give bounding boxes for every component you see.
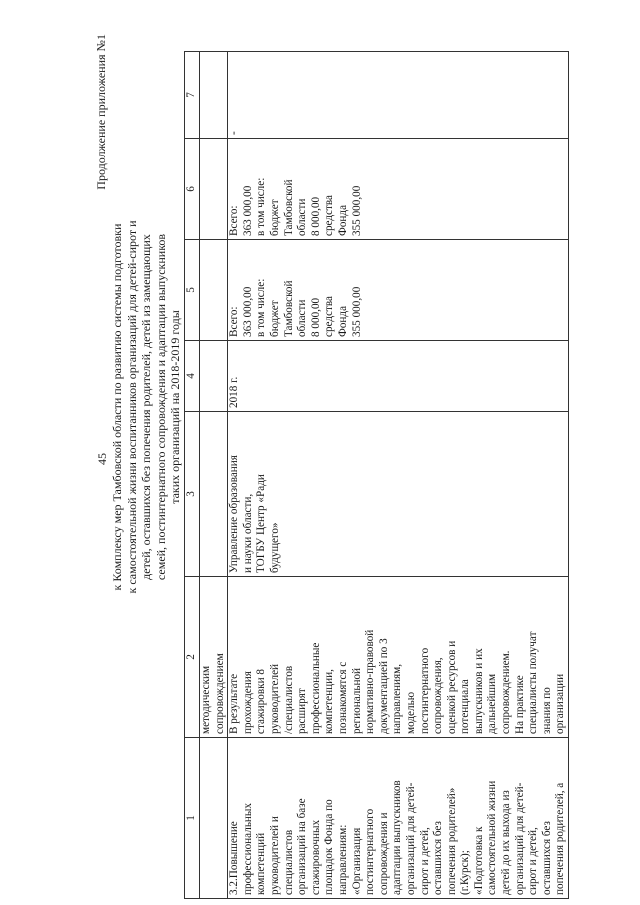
cell-line: На практике	[513, 675, 526, 734]
cell-line: 363 000,00	[241, 185, 254, 236]
cell-line: -	[228, 131, 241, 135]
cell-line: постинтернатного	[364, 808, 377, 895]
cell-line: в том числе:	[255, 177, 268, 236]
cell-line: организаций на базе	[296, 798, 309, 895]
page-number: 45	[95, 453, 109, 465]
cell-line: оставшихся без	[540, 821, 553, 895]
cell-line: моделью	[404, 691, 417, 734]
column-number: 6	[185, 139, 200, 240]
cell-line: Тамбовской	[282, 179, 295, 236]
cell-line: профессиональные	[309, 642, 322, 734]
cell-line: детей до их выхода из	[500, 790, 513, 895]
column-number: 7	[185, 52, 200, 139]
cell-line: оставшихся без	[432, 821, 445, 895]
cell-line: /специалистов	[282, 665, 295, 734]
cell-line: 3.2.Повышение	[228, 821, 241, 895]
cell-line: 363 000,00	[241, 286, 254, 337]
cell-line: 2018 г.	[228, 376, 241, 408]
cell-line: В результате	[228, 673, 241, 734]
measure-name-cell	[228, 738, 569, 899]
table-row	[228, 52, 569, 899]
cell-line: специалисты получат	[527, 631, 540, 734]
column-number: 5	[185, 240, 200, 341]
cell-line: будущего»	[268, 522, 281, 573]
cell-line: Всего:	[228, 205, 241, 236]
cell-line: 355 000,00	[350, 185, 363, 236]
table-cell	[200, 577, 228, 738]
table-cell	[200, 341, 228, 412]
cell-line: потенциала	[459, 679, 472, 734]
cell-line: сирот и детей,	[527, 827, 540, 895]
cell-line: ТОГБУ Центр «Ради	[255, 474, 268, 573]
column-number: 1	[185, 738, 200, 899]
cell-line: бюджет	[268, 199, 281, 236]
deadline-cell	[228, 341, 569, 412]
cell-line: нормативно-правовой	[364, 629, 377, 734]
cell-line: руководителей и	[268, 816, 281, 895]
table-cell	[200, 52, 228, 139]
cell-line: оценкой ресурсов и	[445, 640, 458, 734]
cell-line: Фонда	[336, 204, 349, 236]
cell-line: самостоятельной жизни	[486, 780, 499, 895]
column-number: 3	[185, 412, 200, 577]
funding-cell	[228, 139, 569, 240]
carry-over-row	[200, 52, 228, 899]
cell-line: выпускников и их	[472, 648, 485, 734]
cell-line: попечения родителей, а	[554, 782, 567, 895]
cell-line: специалистов	[282, 829, 295, 895]
cell-line: (г.Курск);	[459, 850, 472, 895]
cell-line: организации	[554, 673, 567, 734]
table-cell	[200, 738, 228, 899]
cell-line: руководителей	[268, 663, 281, 734]
cell-line: документацией по 3	[377, 638, 390, 734]
cell-line: «Подготовка к	[472, 826, 485, 895]
cell-line: области	[296, 198, 309, 236]
document-heading	[110, 17, 183, 797]
cell-line: попечения родителей»	[445, 787, 458, 895]
cell-line: бюджет	[268, 300, 281, 337]
cell-line: Всего:	[228, 306, 241, 337]
cell-line: познакомятся с	[336, 661, 349, 734]
cell-line: сирот и детей,	[418, 827, 431, 895]
cell-line: дальнейшим	[486, 673, 499, 734]
measures-table	[184, 51, 569, 899]
cell-line: стажировочных	[309, 819, 322, 895]
funding-cell	[228, 240, 569, 341]
column-number-row	[185, 52, 200, 899]
table-cell	[200, 139, 228, 240]
cell-line: сопровождения и	[377, 812, 390, 895]
cell-line: методическим	[200, 665, 212, 734]
expected-result-cell	[228, 577, 569, 738]
heading-line: детей, оставшихся без попечения родителей, детей из замещающих	[139, 234, 154, 580]
cell-line: 8 000,00	[309, 196, 322, 236]
cell-line: прохождения	[241, 671, 254, 734]
cell-line: площадок Фонда по	[323, 799, 336, 895]
cell-line: области	[296, 299, 309, 337]
continuation-label: Продолжение приложения №1	[94, 34, 108, 190]
responsible-cell	[228, 412, 569, 577]
cell-line: стажировки 8	[255, 669, 268, 734]
heading-line: семей, постинтернатного сопровождения и адаптации выпускников	[153, 233, 168, 581]
cell-line: постинтернатного	[418, 647, 431, 734]
cell-line: профессиональных	[241, 802, 254, 895]
column-number: 4	[185, 341, 200, 412]
cell-line: направлениям,	[391, 663, 404, 734]
cell-line: организаций для детей-	[513, 782, 526, 895]
heading-line: к Комплексу мер Тамбовской области по развитию системы подготовки	[110, 223, 124, 591]
cell-line: расширят	[296, 688, 309, 734]
cell-line: Фонда	[336, 305, 349, 337]
table-cell	[200, 412, 228, 577]
column-number: 2	[185, 577, 200, 738]
cell-line: «Организация	[350, 827, 363, 895]
cell-line: направлениям:	[336, 824, 349, 895]
cell-line: 8 000,00	[309, 297, 322, 337]
note-cell	[228, 52, 569, 139]
cell-line: организаций для детей-	[404, 782, 417, 895]
cell-line: и науки области,	[241, 493, 254, 573]
table-cell	[200, 240, 228, 341]
cell-line: Управление образования	[228, 455, 241, 573]
cell-line: средства	[323, 194, 336, 236]
cell-line: 355 000,00	[350, 286, 363, 337]
cell-line: в том числе:	[255, 278, 268, 337]
heading-line: таких организаций на 2018-2019 годы	[168, 310, 183, 504]
cell-line: компетенций	[255, 832, 268, 895]
cell-line: Тамбовской	[282, 280, 295, 337]
cell-line: компетенции,	[323, 669, 336, 734]
cell-line: адаптации выпускников	[391, 780, 404, 895]
cell-line: средства	[323, 295, 336, 337]
cell-line: региональной	[350, 667, 363, 734]
cell-line: сопровождения,	[432, 657, 445, 734]
heading-line: к самостоятельной жизни воспитанников организаций для детей-сирот и	[124, 220, 139, 594]
cell-line: знания по	[540, 687, 553, 734]
cell-line: сопровождением.	[500, 650, 513, 734]
cell-line: сопровождением	[213, 653, 226, 734]
